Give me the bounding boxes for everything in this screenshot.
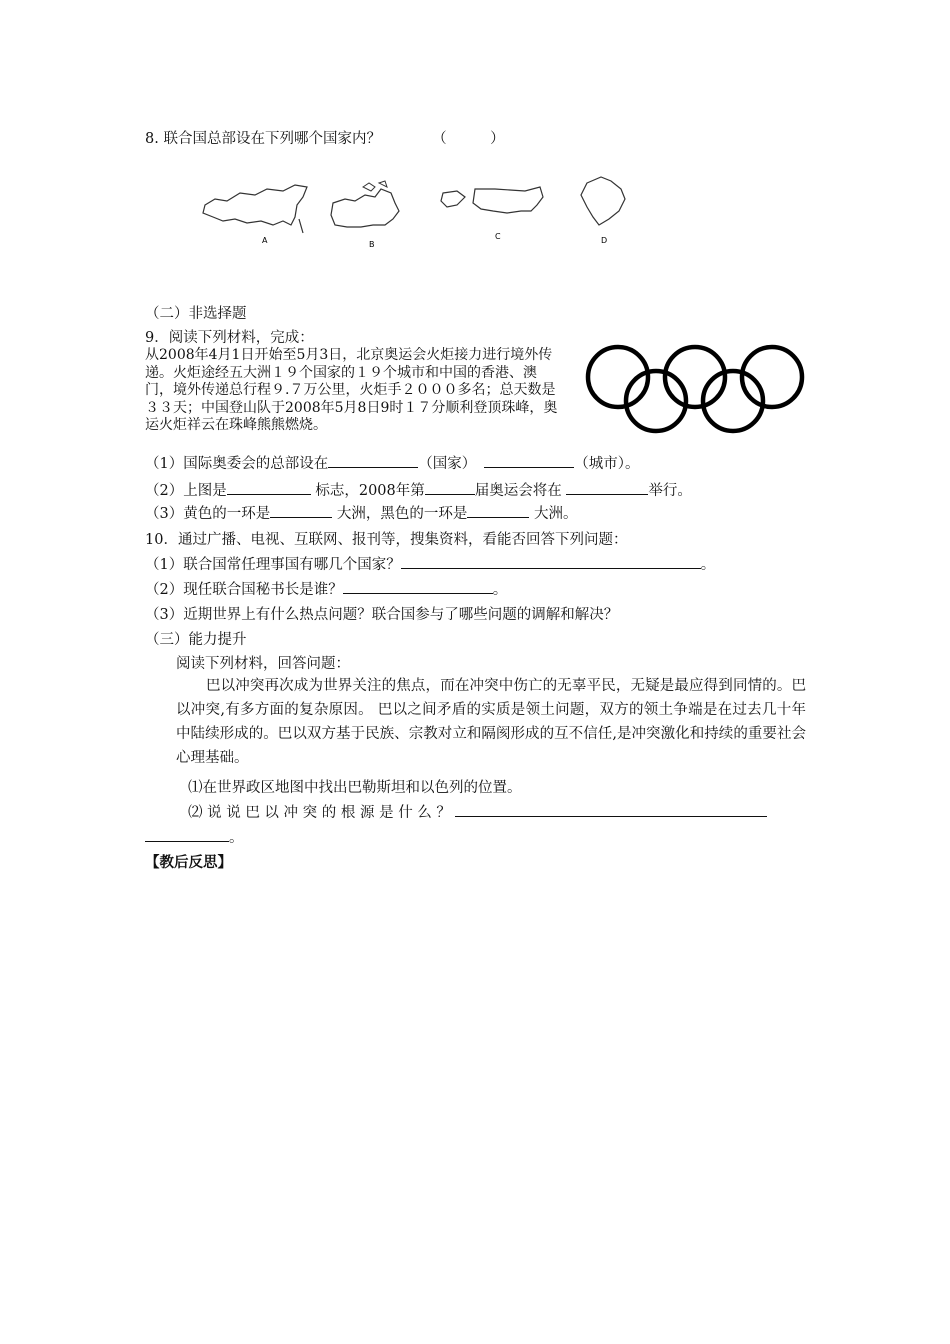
map-usa	[473, 187, 543, 213]
section-3-heading: （三）能力提升	[145, 632, 247, 648]
blank-conflict-root-1[interactable]	[455, 802, 767, 817]
blank-secretary-general[interactable]	[343, 579, 493, 594]
blank-games-number[interactable]	[425, 480, 475, 495]
q9-material: 从2008年4月1日开始至5月3日，北京奥运会火炬接力进行境外传递。火炬途经五大洲１９个国家的１９个城市和中国的香港、澳门，境外传递总行程９.７万公里，火炬手２０００多名；总天数是３３天；中国登山队于2008年5月8日9时１７分顺利登顶珠峰，奥运火炬祥云在珠峰熊熊燃烧。	[145, 347, 558, 433]
blank-permanent-members[interactable]	[401, 554, 701, 569]
q11-sub1: ⑴在世界政区地图中找出巴勒斯坦和以色列的位置。	[188, 780, 522, 796]
map-brazil	[581, 177, 625, 225]
q10-title: 10．通过广播、电视、互联网、报刊等，搜集资料，看能否回答下列问题：	[145, 532, 628, 548]
reflection-heading: 【教后反思】	[145, 854, 232, 871]
option-a-label: A	[262, 236, 268, 245]
olympic-rings-image	[583, 343, 807, 435]
option-d-label: D	[601, 236, 608, 245]
q11-intro: 阅读下列材料，回答问题：	[176, 656, 350, 672]
blank-host-city[interactable]	[566, 480, 648, 495]
q8-text: 8. 联合国总部设在下列哪个国家内？	[145, 131, 381, 147]
q9-sub3: （3）黄色的一环是 大洲，黑色的一环是 大洲。	[145, 502, 577, 523]
map-russia	[203, 185, 307, 225]
blank-black-ring[interactable]	[467, 503, 529, 518]
q11-sub2: ⑵ 说 说 巴 以 冲 突 的 根 源 是 什 么 ？	[188, 801, 767, 822]
q9-sub1: （1）国际奥委会的总部设在 （国家） （城市）。	[145, 452, 639, 473]
q9-title: 9．阅读下列材料，完成：	[145, 330, 314, 346]
blank-yellow-ring[interactable]	[270, 503, 332, 518]
q9-sub2: （2）上图是 标志，2008年第 届奥运会将在 举行。	[145, 479, 692, 500]
option-b-label: B	[369, 240, 375, 249]
q8-answer-paren: （ ）	[432, 131, 505, 147]
blank-logo-name[interactable]	[227, 480, 311, 495]
q11-passage: 巴以冲突再次成为世界关注的焦点，而在冲突中伤亡的无辜平民，无疑是最应得到同情的。巴以冲突,有多方面的复杂原因。 巴以之间矛盾的实质是领土问题，双方的领土争端是在过去几十年中陆续形成的。巴以双方基于民族、宗教对立和隔阂形成的互不信任,是冲突激化和持续的重要社会心理基础。	[176, 678, 806, 766]
country-outline-maps	[195, 175, 645, 255]
blank-ioc-city[interactable]	[484, 453, 574, 468]
option-c-label: C	[495, 232, 501, 241]
blank-ioc-country[interactable]	[328, 453, 418, 468]
blank-conflict-root-2[interactable]	[145, 827, 229, 842]
q10-sub2: （2）现任联合国秘书长是谁？ 。	[145, 578, 507, 599]
q10-sub3: （3）近期世界上有什么热点问题？联合国参与了哪些问题的调解和解决？	[145, 607, 619, 623]
map-canada	[331, 189, 399, 227]
section-2-heading: （二）非选择题	[145, 306, 247, 322]
q10-sub1: （1）联合国常任理事国有哪几个国家？ 。	[145, 553, 715, 574]
q8-question	[145, 127, 505, 148]
q11-sub2-cont: 。	[145, 826, 244, 847]
